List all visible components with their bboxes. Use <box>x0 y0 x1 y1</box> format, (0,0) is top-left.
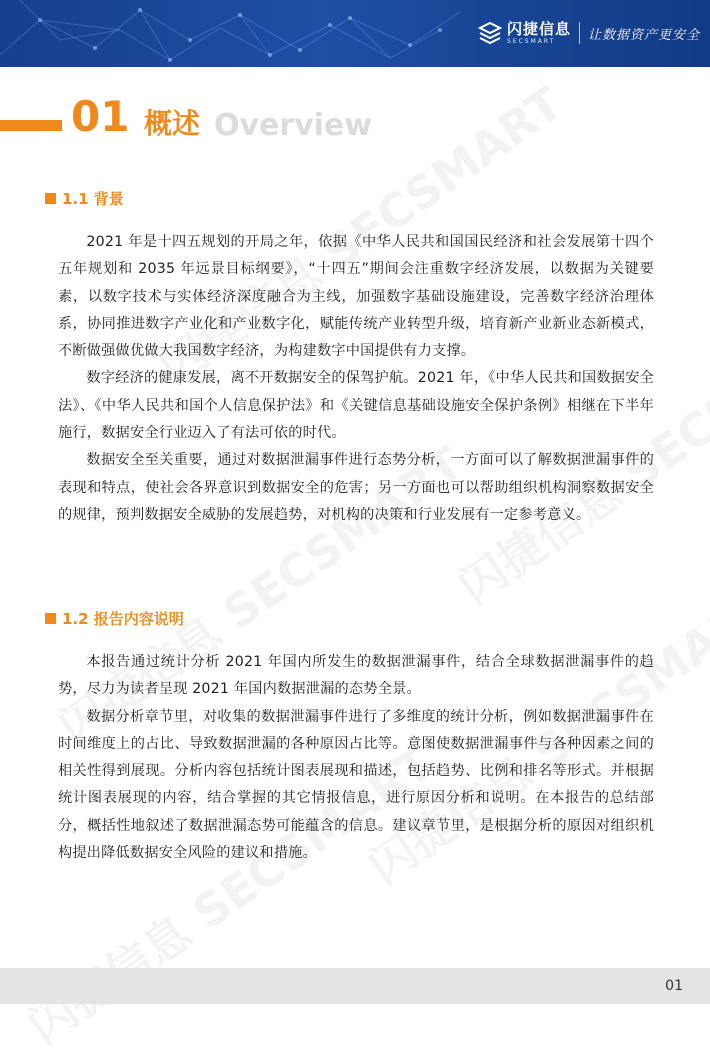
secsmart-logo-icon <box>478 21 502 45</box>
paragraph: 本报告通过统计分析 2021 年国内所发生的数据泄漏事件，结合全球数据泄漏事件的趋势，尽力为读者呈现 2021 年国内数据泄漏的态势全景。 <box>58 654 654 698</box>
paragraph: 数据安全至关重要，通过对数据泄漏事件进行态势分析，一方面可以了解数据泄漏事件的表现和特点，使社会各界意识到数据安全的危害；另一方面也可以帮助组织机构洞察数据安全的规律，预判数据安全威胁的发展趋势，对机构的决策和行业发展有一定参考意义。 <box>58 452 654 523</box>
page-number: 01 <box>665 978 683 994</box>
section-heading-background <box>45 188 124 209</box>
paragraph: 数字经济的健康发展，离不开数据安全的保驾护航。2021 年，《中华人民共和国数据安全法》、《中华人民共和国个人信息保护法》和《关键信息基础设施安全保护条例》相继在下半年施行，数据安全行业迈入了有法可依的时代。 <box>58 370 654 442</box>
chapter-accent-bar <box>0 120 62 131</box>
page-footer <box>0 968 710 1004</box>
logo-slogan: 让数据资产更安全 <box>588 27 701 43</box>
paragraph: 数据分析章节里，对收集的数据泄漏事件进行了多维度的统计分析，例如数据泄漏事件在时间维度上的占比、导致数据泄漏的各种原因占比等。意图使数据泄漏事件与各种因素之间的相关性得到展现。分析内容包括统计图表展现和描述，包括趋势、比例和排名等形式。并根据统计图表展现的内容，结合掌握的其它情报信息，进行原因分析和说明。在本报告的总结部分，概括性地叙述了数据泄漏态势可能蕴含的信息。建议章节里，是根据分析的原因对组织机构提出降低数据安全风险的建议和措施。 <box>58 708 654 862</box>
paragraph: 2021 年是十四五规划的开局之年，依据《中华人民共和国国民经济和社会发展第十四个五年规划和 2035 年远景目标纲要》，“十四五”期间会注重数字经济发展，以数据为关键要素，以数字技术与实体经济深度融合为主线，加强数字基础设施建设，完善数字经济治理体系，协同推进数字产业化和产业数字化，赋能传统产业转型升级，培育新产业新业态新模式，不断做强做优做大我国数字经济，为构建数字中国提供有力支撑。 <box>58 234 654 360</box>
company-logo <box>478 18 700 48</box>
section-body-report-content <box>58 649 654 867</box>
chapter-title-english: Overview <box>214 108 373 143</box>
logo-chinese-name: 闪捷信息 <box>507 19 572 38</box>
section-body-background <box>58 229 654 529</box>
section-bullet-square <box>45 613 56 624</box>
section-heading-report-content <box>45 608 184 629</box>
section-bullet-square <box>45 193 56 204</box>
chapter-title-chinese: 概述 <box>144 107 201 140</box>
section-title: 1.2 报告内容说明 <box>62 610 184 628</box>
logo-divider <box>579 22 580 44</box>
chapter-number: 01 <box>71 92 130 141</box>
logo-english-name: SECSMART <box>507 37 556 45</box>
header-banner <box>0 0 710 67</box>
section-title: 1.1 背景 <box>62 190 124 208</box>
